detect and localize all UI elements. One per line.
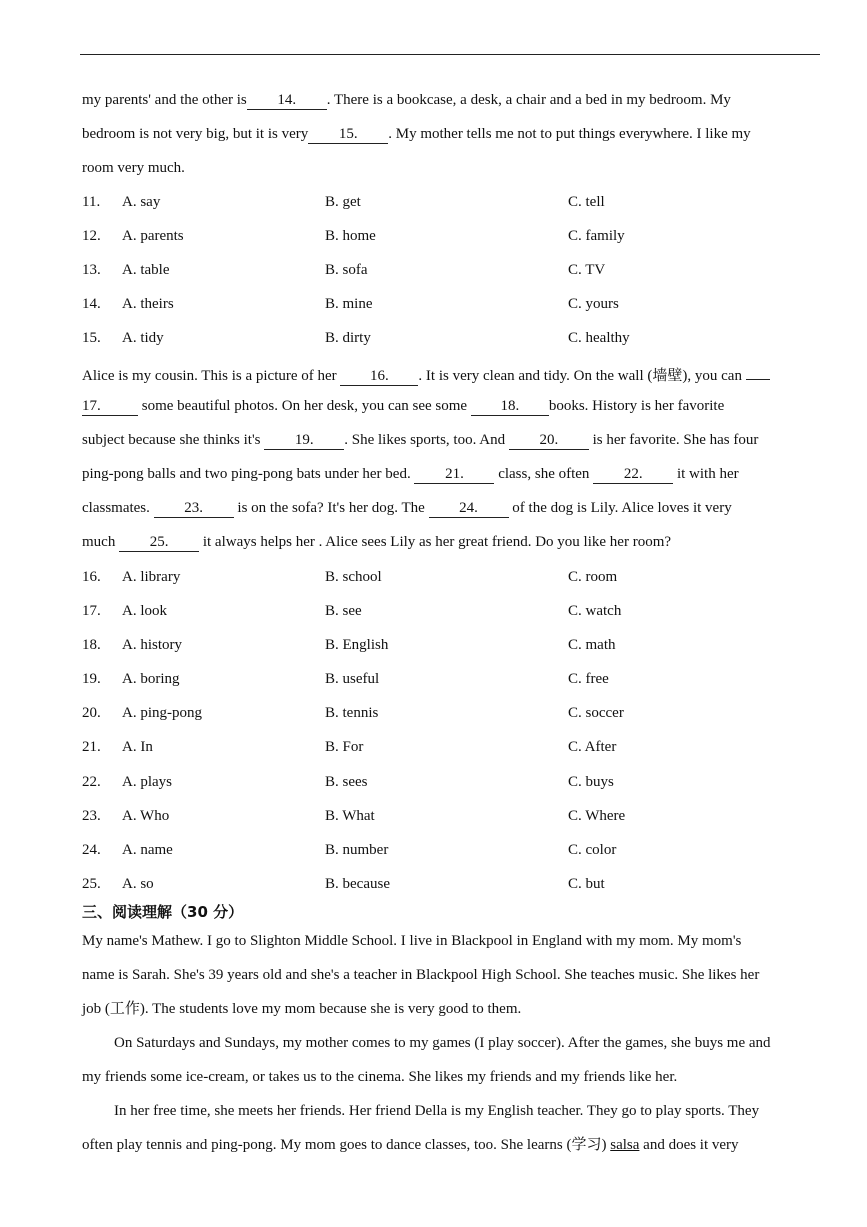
blank-24[interactable]: 24.	[429, 500, 509, 518]
reading-para1-line1: My name's Mathew. I go to Slighton Middle School. I live in Blackpool in England with my mom. My mom's	[82, 933, 742, 949]
option-c[interactable]: C. watch	[568, 603, 622, 619]
passage2-line-4	[82, 464, 822, 484]
option-b[interactable]: B. useful	[325, 671, 380, 687]
option-c[interactable]: C. family	[568, 228, 625, 244]
option-b[interactable]: B. get	[325, 194, 361, 210]
text: my parents' and the other is	[82, 92, 247, 108]
question-number: 13.	[82, 262, 101, 278]
option-c[interactable]: C. tell	[568, 194, 605, 210]
option-c[interactable]: C. TV	[568, 262, 606, 278]
option-c[interactable]: C. soccer	[568, 705, 624, 721]
option-c[interactable]: C. room	[568, 569, 618, 585]
option-c[interactable]: C. buys	[568, 774, 614, 790]
text: some beautiful photos. On her desk, you can see some	[138, 398, 471, 414]
option-b[interactable]: B. sofa	[325, 262, 368, 278]
blank-21[interactable]: 21.	[414, 466, 494, 484]
blank-14[interactable]: 14.	[247, 92, 327, 110]
text: subject because she thinks it's	[82, 432, 265, 448]
question-number: 11.	[82, 194, 101, 210]
option-c[interactable]: C. After	[568, 739, 617, 755]
blank-23[interactable]: 23.	[154, 500, 234, 518]
option-c[interactable]: C. color	[568, 842, 617, 858]
option-b[interactable]: B. What	[325, 808, 375, 824]
option-b[interactable]: B. school	[325, 569, 382, 585]
text: books. History is her favorite	[548, 398, 725, 414]
header-rule	[80, 54, 820, 55]
blank-16[interactable]: 16.	[340, 368, 418, 386]
text: ping-pong balls and two ping-pong bats under her bed.	[82, 466, 415, 482]
option-b[interactable]: B. because	[325, 876, 390, 892]
option-a[interactable]: A. parents	[122, 228, 184, 244]
option-b[interactable]: B. tennis	[325, 705, 379, 721]
option-a[interactable]: A. tidy	[122, 330, 164, 346]
blank-17[interactable]: 17.	[82, 398, 138, 416]
reading-para1-line2: name is Sarah. She's 39 years old and she's a teacher in Blackpool High School. She teaches music. She likes her	[82, 967, 760, 983]
option-a[interactable]: A. In	[122, 739, 153, 755]
question-number: 14.	[82, 296, 101, 312]
passage2-line-5	[82, 498, 822, 518]
question-number: 15.	[82, 330, 101, 346]
option-a[interactable]: A. boring	[122, 671, 180, 687]
option-c[interactable]: C. Where	[568, 808, 626, 824]
option-a[interactable]: A. so	[122, 876, 154, 892]
text: often play tennis and ping-pong. My mom goes to dance classes, too. She learns (学习)	[82, 1137, 611, 1153]
option-b[interactable]: B. English	[325, 637, 389, 653]
option-b[interactable]: B. mine	[325, 296, 373, 312]
passage2-line-6	[82, 532, 822, 552]
option-a[interactable]: A. look	[122, 603, 167, 619]
text: much	[82, 534, 120, 550]
blank-20[interactable]: 20.	[509, 432, 589, 450]
passage1-line-2	[82, 124, 822, 144]
question-number: 19.	[82, 671, 101, 687]
blank-25[interactable]: 25.	[119, 534, 199, 552]
question-number: 21.	[82, 739, 101, 755]
option-a[interactable]: A. history	[122, 637, 182, 653]
question-number: 23.	[82, 808, 101, 824]
passage2-line-3	[82, 430, 822, 450]
text: . My mother tells me not to put things everywhere. I like my	[388, 126, 751, 142]
option-c[interactable]: C. healthy	[568, 330, 630, 346]
passage1-line-1	[82, 90, 822, 110]
text: class, she often	[494, 466, 594, 482]
option-a[interactable]: A. plays	[122, 774, 172, 790]
option-a[interactable]: A. theirs	[122, 296, 174, 312]
text: . She likes sports, too. And	[344, 432, 509, 448]
question-number: 17.	[82, 603, 101, 619]
option-b[interactable]: B. number	[325, 842, 389, 858]
blank-17-start[interactable]	[746, 362, 770, 380]
section-heading: 三、阅读理解（30 分）	[82, 903, 244, 921]
question-number: 25.	[82, 876, 101, 892]
underlined-word: salsa	[610, 1137, 640, 1153]
reading-para3-line2	[82, 1135, 822, 1155]
reading-para2-line2: my friends some ice-cream, or takes us to the cinema. She likes my friends and my friends like her.	[82, 1069, 678, 1085]
text: . There is a bookcase, a desk, a chair and a bed in my bedroom. My	[326, 92, 731, 108]
option-a[interactable]: A. ping-pong	[122, 705, 202, 721]
question-number: 22.	[82, 774, 101, 790]
blank-19[interactable]: 19.	[264, 432, 344, 450]
blank-22[interactable]: 22.	[593, 466, 673, 484]
option-a[interactable]: A. name	[122, 842, 173, 858]
question-number: 24.	[82, 842, 101, 858]
option-b[interactable]: B. For	[325, 739, 364, 755]
option-b[interactable]: B. dirty	[325, 330, 371, 346]
option-c[interactable]: C. math	[568, 637, 616, 653]
reading-para2-line1: On Saturdays and Sundays, my mother comes to my games (I play soccer). After the games, she buys me and	[114, 1035, 771, 1051]
reading-para1-line3: job (工作). The students love my mom because she is very good to them.	[82, 1001, 522, 1017]
blank-18[interactable]: 18.	[471, 398, 549, 416]
option-b[interactable]: B. home	[325, 228, 376, 244]
question-number: 18.	[82, 637, 101, 653]
option-a[interactable]: A. table	[122, 262, 170, 278]
text: and does it very	[639, 1137, 739, 1153]
text: it with her	[673, 466, 739, 482]
option-c[interactable]: C. but	[568, 876, 605, 892]
blank-15[interactable]: 15.	[308, 126, 388, 144]
option-a[interactable]: A. say	[122, 194, 161, 210]
passage1-line-3: room very much.	[82, 160, 185, 176]
question-number: 20.	[82, 705, 101, 721]
text: is her favorite. She has four	[588, 432, 759, 448]
passage2-line-1	[82, 362, 822, 386]
text: bedroom is not very big, but it is very	[82, 126, 309, 142]
text: . It is very clean and tidy. On the wall (墙壁), you can	[418, 368, 746, 384]
option-c[interactable]: C. free	[568, 671, 609, 687]
text: it always helps her . Alice sees Lily as her great friend. Do you like her room?	[199, 534, 672, 550]
question-number: 12.	[82, 228, 101, 244]
option-c[interactable]: C. yours	[568, 296, 619, 312]
question-number: 16.	[82, 569, 101, 585]
text: classmates.	[82, 500, 154, 516]
passage2-line-2	[82, 396, 822, 416]
option-b[interactable]: B. sees	[325, 774, 368, 790]
text: of the dog is Lily. Alice loves it very	[508, 500, 732, 516]
text: Alice is my cousin. This is a picture of her	[82, 368, 341, 384]
option-a[interactable]: A. Who	[122, 808, 170, 824]
reading-para3-line1: In her free time, she meets her friends. Her friend Della is my English teacher. They go to play sports. They	[114, 1103, 760, 1119]
option-a[interactable]: A. library	[122, 569, 181, 585]
option-b[interactable]: B. see	[325, 603, 362, 619]
text: is on the sofa? It's her dog. The	[233, 500, 429, 516]
